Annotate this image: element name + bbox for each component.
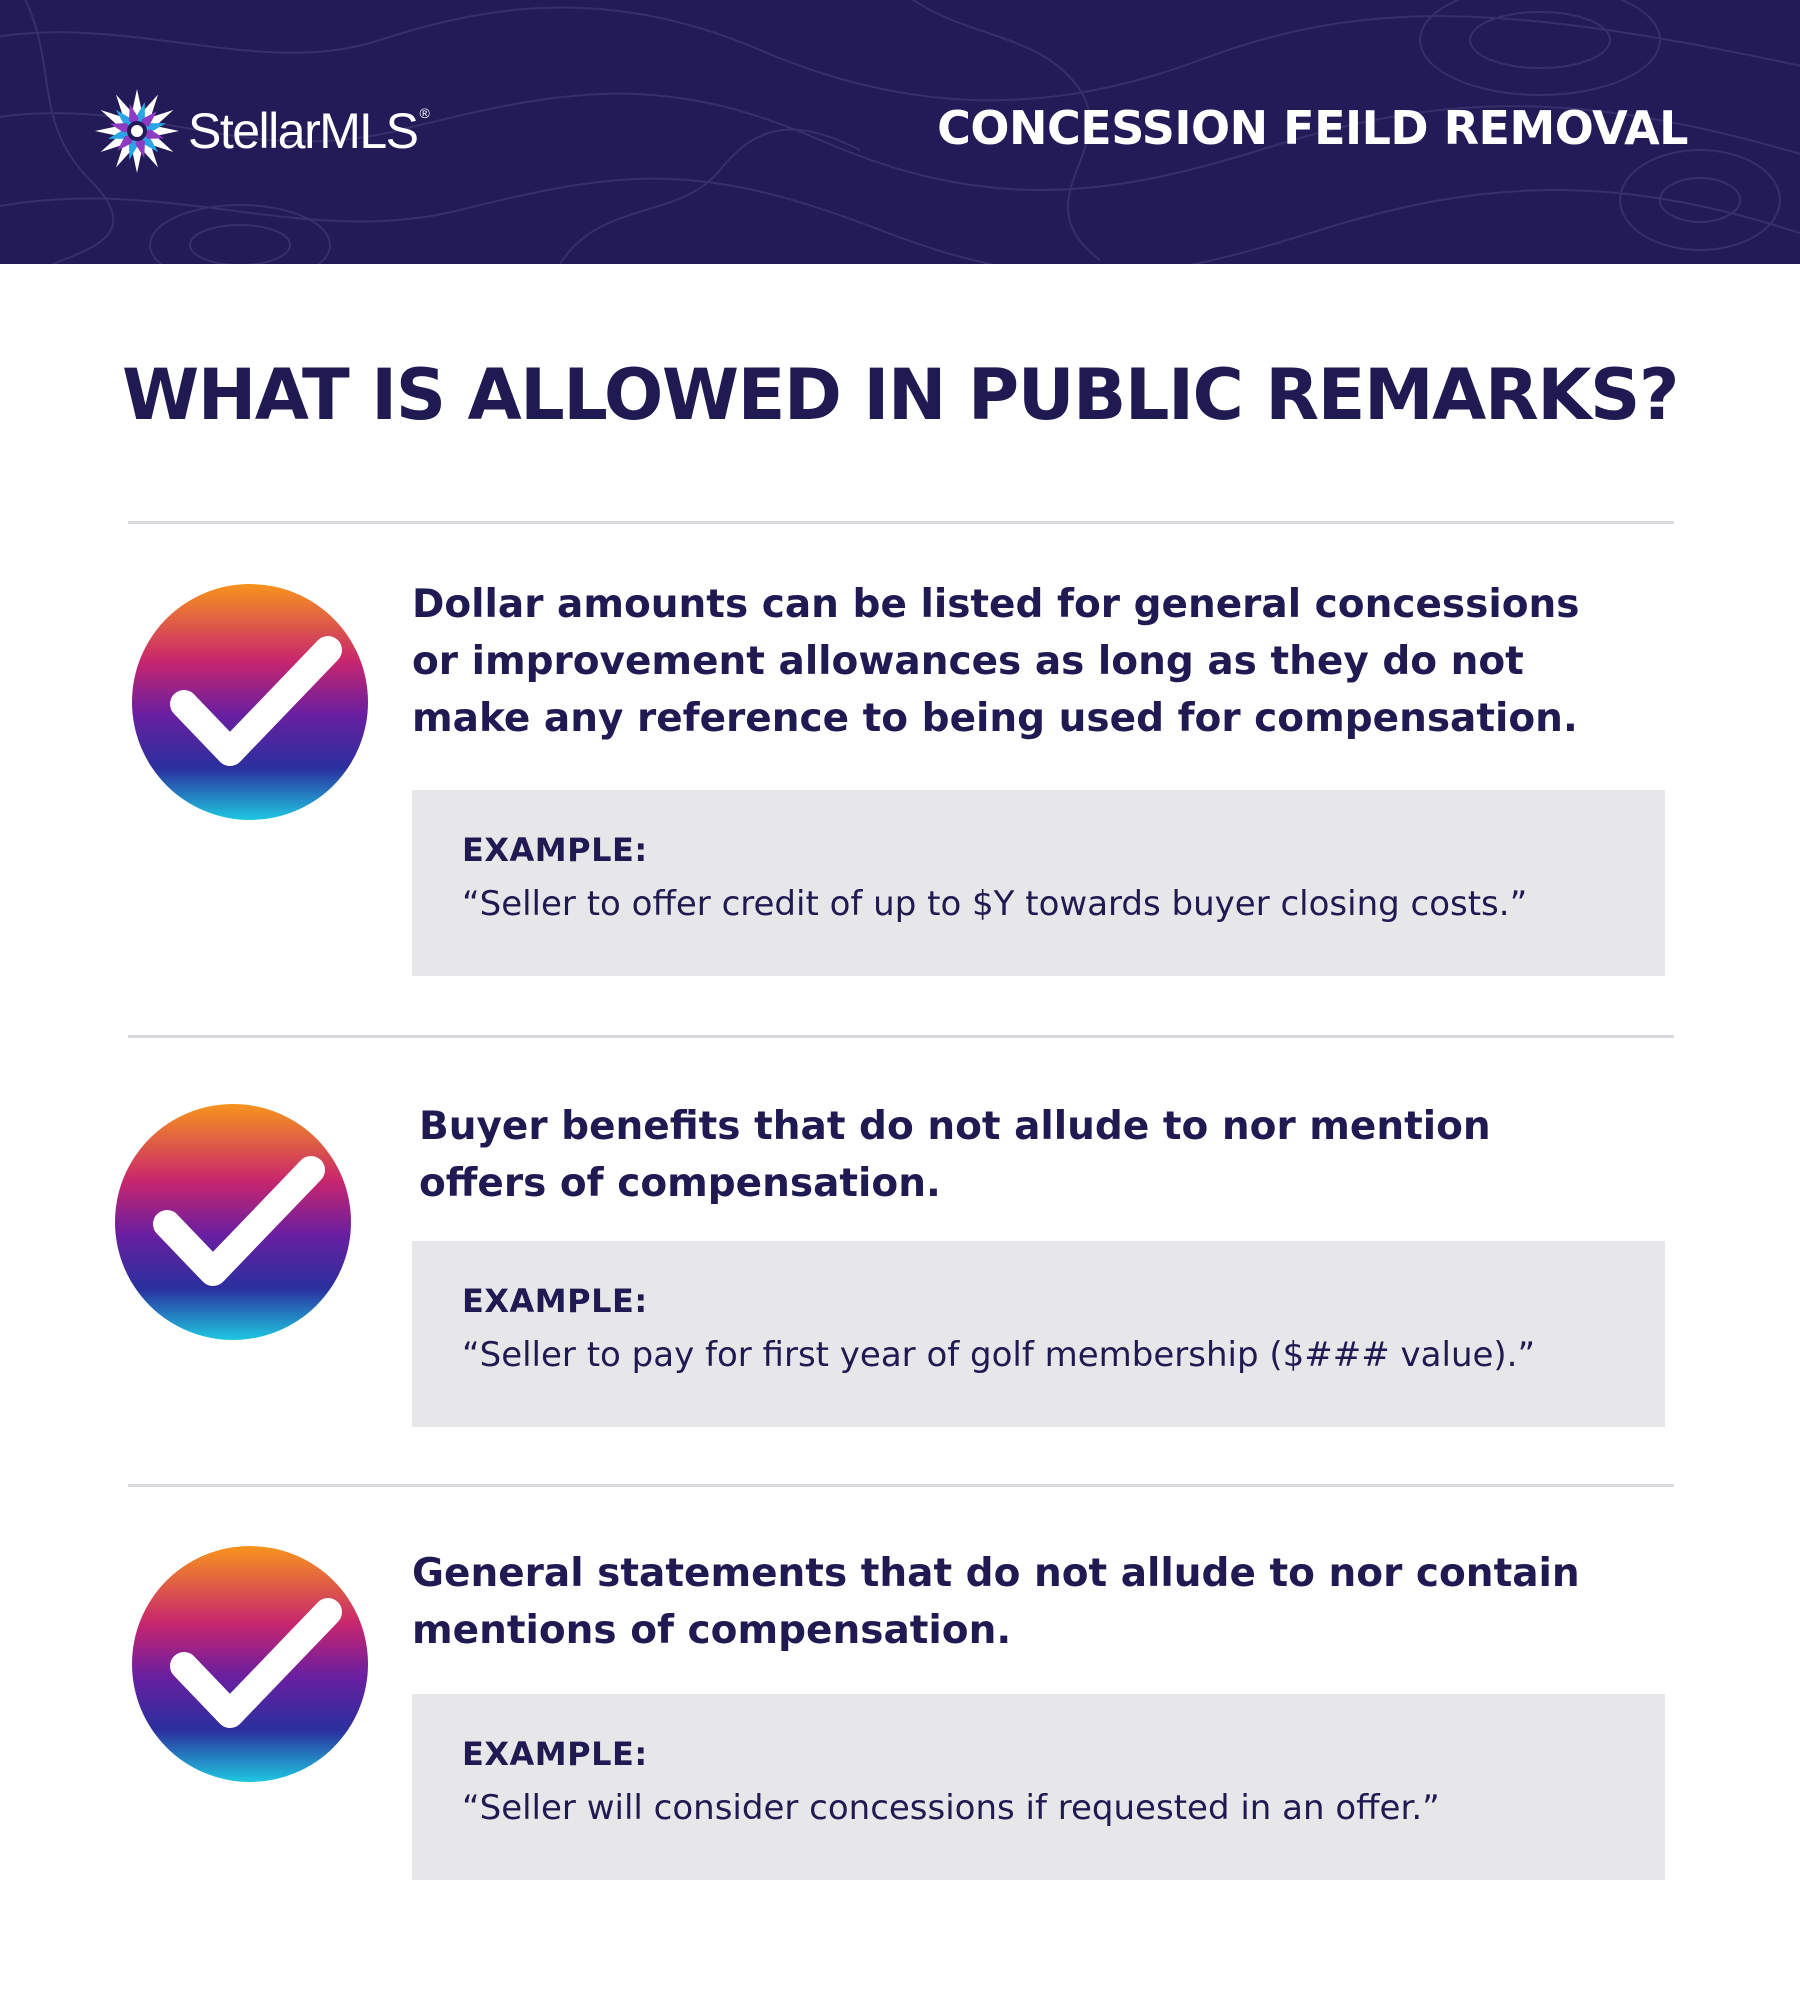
example-text: “Seller to offer credit of up to $Y towards buyer closing costs.” [462,884,1528,924]
check-icon [132,584,368,820]
star-burst-icon [94,88,180,174]
header-title: CONCESSION FEILD REMOVAL [937,101,1688,155]
registered-mark: ® [419,105,429,121]
example-label: EXAMPLE: [462,1282,648,1320]
item-statement: Buyer benefits that do not allude to nor mention offers of compensation. [419,1104,1491,1206]
section-divider [128,1484,1674,1487]
page-title: WHAT IS ALLOWED IN PUBLIC REMARKS? [122,354,1678,436]
example-text: “Seller will consider concessions if requested in an offer.” [462,1788,1440,1828]
logo-wordmark: StellarMLS ® [188,103,429,159]
item-statement: Dollar amounts can be listed for general concessions or improvement allowances as long as they do not make any reference to being used for compensation. [412,582,1580,741]
example-text: “Seller to pay for first year of golf membership ($### value).” [462,1335,1536,1375]
section-divider [128,1035,1674,1038]
example-box [412,790,1665,976]
example-label: EXAMPLE: [462,1735,648,1773]
item-statement: General statements that do not allude to nor contain mentions of compensation. [412,1551,1580,1653]
check-icon [115,1104,351,1340]
example-box [412,1694,1665,1880]
header-banner [0,0,1800,264]
check-icon [132,1546,368,1782]
example-label: EXAMPLE: [462,831,648,869]
stellar-mls-logo[interactable] [94,88,428,174]
example-box [412,1241,1665,1427]
section-divider [128,521,1674,524]
